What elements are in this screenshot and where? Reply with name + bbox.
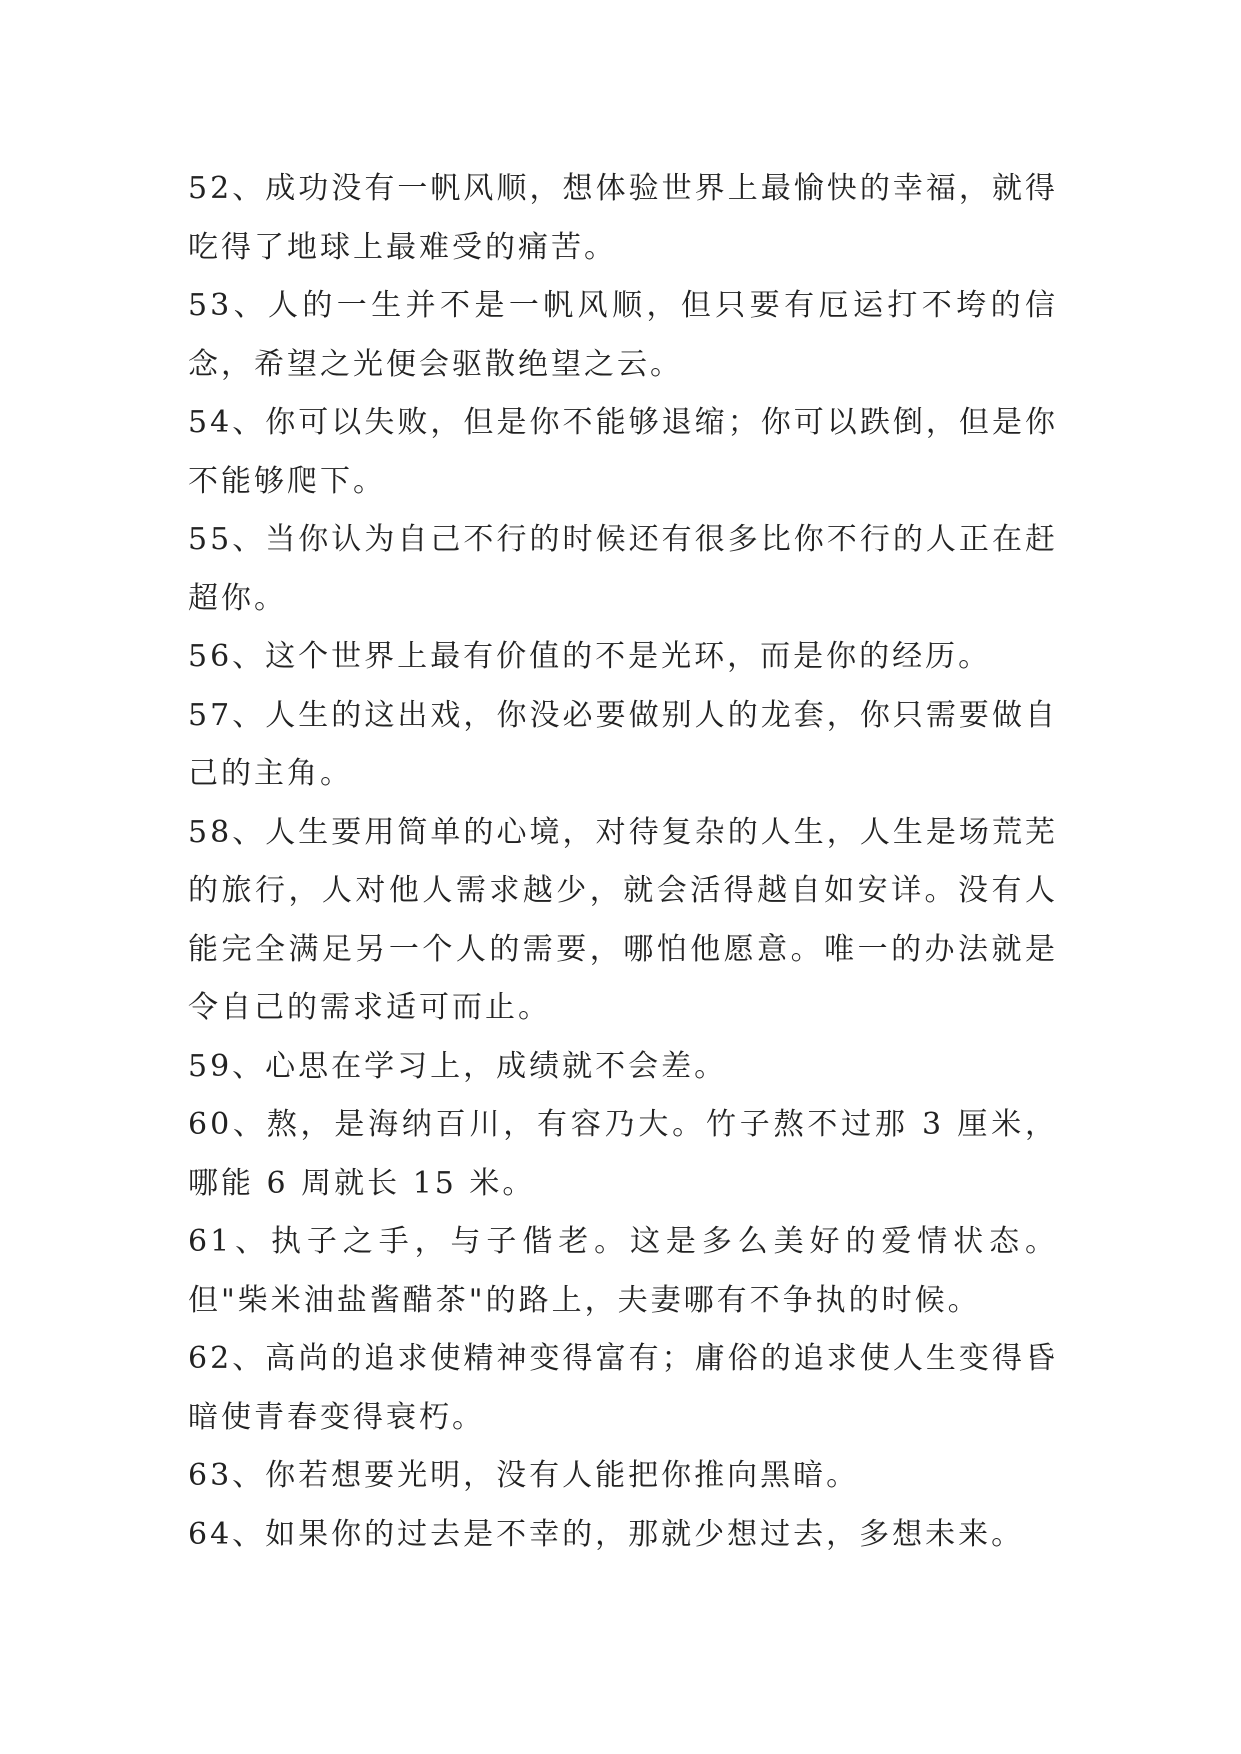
- quote-58: 58、人生要用简单的心境，对待复杂的人生，人生是场荒芜的旅行，人对他人需求越少，就会活得越自如安详。没有人能完全满足另一个人的需要，哪怕他愿意。唯一的办法就是令自己的需求适可而止。: [188, 814, 1058, 1025]
- quote-55: 55、当你认为自己不行的时候还有很多比你不行的人正在赶超你。: [188, 522, 1058, 616]
- quote-54: 54、你可以失败，但是你不能够退缩；你可以跌倒，但是你不能够爬下。: [188, 405, 1058, 499]
- quote-53: 53、人的一生并不是一帆风顺，但只要有厄运打不垮的信念，希望之光便会驱散绝望之云。: [188, 288, 1058, 382]
- quote-60: 60、熬，是海纳百川，有容乃大。竹子熬不过那 3 厘米，哪能 6 周就长 15 米。: [188, 1107, 1058, 1201]
- quote-64: 64、如果你的过去是不幸的，那就少想过去，多想未来。: [188, 1516, 1025, 1552]
- quote-61: 61、执子之手，与子偕老。这是多么美好的爱情状态。但"柴米油盐酱醋茶"的路上，夫妻哪有不争执的时候。: [188, 1224, 1058, 1318]
- document-page: [188, 160, 1058, 1564]
- quote-57: 57、人生的这出戏，你没必要做别人的龙套，你只需要做自己的主角。: [188, 697, 1058, 791]
- quote-52: 52、成功没有一帆风顺，想体验世界上最愉快的幸福，就得吃得了地球上最难受的痛苦。: [188, 171, 1058, 265]
- quote-56: 56、这个世界上最有价值的不是光环，而是你的经历。: [188, 639, 992, 674]
- quote-59: 59、心思在学习上，成绩就不会差。: [188, 1048, 728, 1084]
- quote-62: 62、高尚的追求使精神变得富有；庸俗的追求使人生变得昏暗使青春变得衰朽。: [188, 1341, 1058, 1435]
- quote-63: 63、你若想要光明，没有人能把你推向黑暗。: [188, 1458, 860, 1493]
